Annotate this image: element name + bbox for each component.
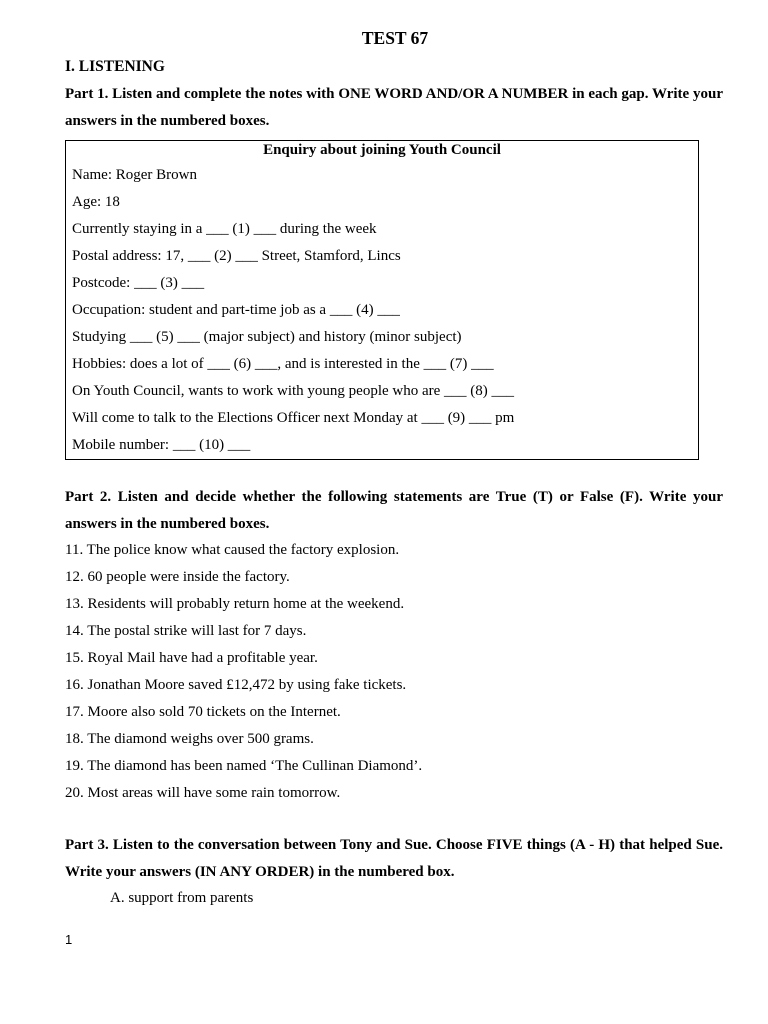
note-line: Name: Roger Brown <box>72 167 197 183</box>
statement-item: 14. The postal strike will last for 7 days. <box>65 623 307 639</box>
notes-list <box>72 162 514 459</box>
section-heading-listening: I. LISTENING <box>65 58 165 75</box>
test-title: TEST 67 <box>361 28 429 48</box>
option-item: A. support from parents <box>110 890 254 906</box>
notes-box-title: Enquiry about joining Youth Council <box>263 142 501 158</box>
statement-item: 12. 60 people were inside the factory. <box>65 569 290 585</box>
part3-instruction: Part 3. Listen to the conversation between Tony and Sue. Choose FIVE things (A - H) that helped Sue. Write your answers (IN ANY ORDER) in the numbered box. <box>65 837 723 880</box>
statement-item: 19. The diamond has been named ‘The Cullinan Diamond’. <box>65 758 423 774</box>
part1-instruction: Part 1. Listen and complete the notes with ONE WORD AND/OR A NUMBER in each gap. Write your answers in the numbered boxes. <box>65 86 723 129</box>
statement-item: 18. The diamond weighs over 500 grams. <box>65 731 314 747</box>
note-line: On Youth Council, wants to work with young people who are ___ (8) ___ <box>72 383 515 399</box>
notes-box <box>65 140 699 460</box>
note-line: Occupation: student and part-time job as a ___ (4) ___ <box>72 302 400 318</box>
note-line: Postal address: 17, ___ (2) ___ Street, Stamford, Lincs <box>72 248 401 264</box>
note-line: Mobile number: ___ (10) ___ <box>72 437 251 453</box>
statements-list <box>65 537 422 807</box>
note-line: Currently staying in a ___ (1) ___ during the week <box>72 221 377 237</box>
note-line: Will come to talk to the Elections Officer next Monday at ___ (9) ___ pm <box>72 410 515 426</box>
statement-item: 11. The police know what caused the factory explosion. <box>65 542 400 558</box>
note-line: Hobbies: does a lot of ___ (6) ___, and is interested in the ___ (7) ___ <box>72 356 494 372</box>
page-number: 1 <box>65 932 73 947</box>
part2-instruction: Part 2. Listen and decide whether the following statements are True (T) or False (F). Write your answers in the numbered boxes. <box>65 489 723 532</box>
note-line: Postcode: ___ (3) ___ <box>72 275 205 291</box>
note-line: Studying ___ (5) ___ (major subject) and history (minor subject) <box>72 329 462 345</box>
statement-item: 16. Jonathan Moore saved £12,472 by using fake tickets. <box>65 677 407 693</box>
statement-item: 13. Residents will probably return home at the weekend. <box>65 596 405 612</box>
statement-item: 20. Most areas will have some rain tomorrow. <box>65 785 341 801</box>
statement-item: 15. Royal Mail have had a profitable year. <box>65 650 318 666</box>
note-line: Age: 18 <box>72 194 120 210</box>
statement-item: 17. Moore also sold 70 tickets on the Internet. <box>65 704 341 720</box>
